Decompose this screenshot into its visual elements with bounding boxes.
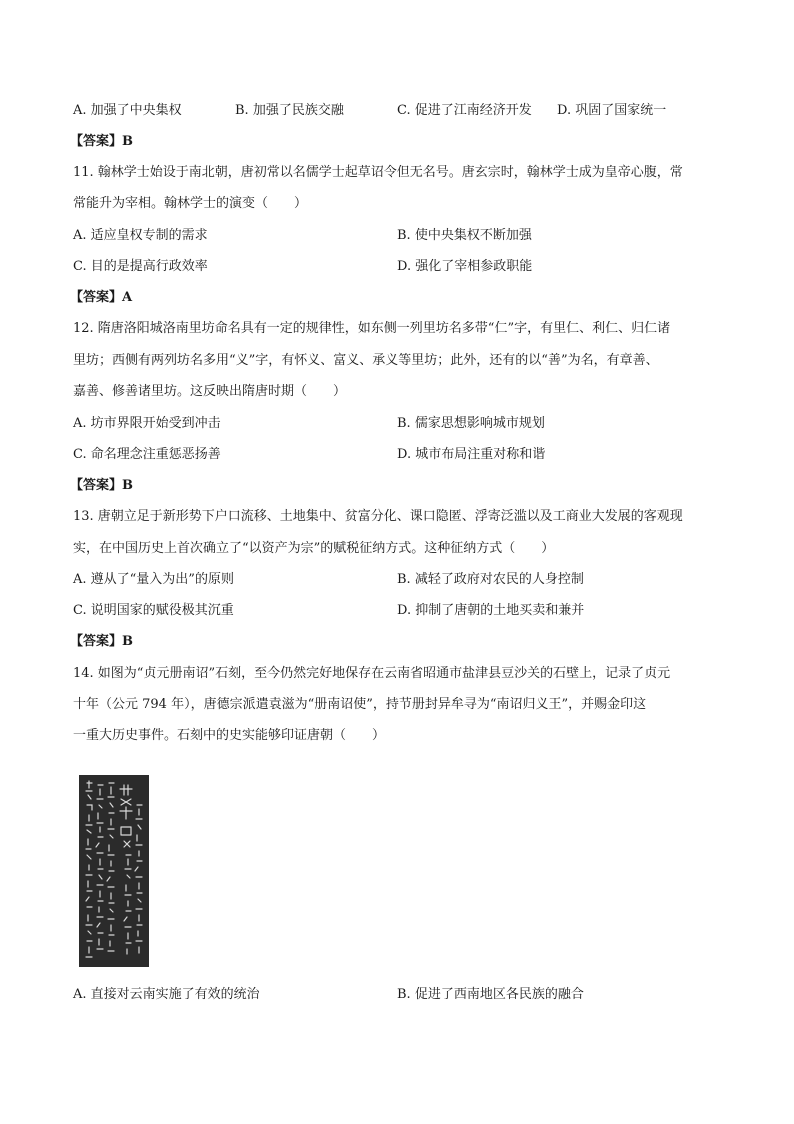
q13-answer: 【答案】B: [70, 634, 133, 649]
q10-option-c: C. 促进了江南经济开发: [397, 103, 532, 118]
q10-option-a: A. 加强了中央集权: [73, 103, 182, 118]
q11-answer: 【答案】A: [70, 290, 133, 305]
q11-option-a: A. 适应皇权专制的需求: [73, 228, 208, 243]
q11-options-row2: [73, 258, 733, 276]
q12-stem-line2: 里坊；西侧有两列坊名多用“义”字，有怀义、富义、承义等里坊；此外，还有的以“善”为名，有章善、: [73, 353, 659, 368]
q13-option-d: D. 抑制了唐朝的土地买卖和兼并: [397, 603, 585, 618]
q10-option-d: D. 巩固了国家统一: [557, 103, 667, 118]
q11-option-d: D. 强化了宰相参政职能: [397, 259, 533, 274]
q14-options-row1: [73, 986, 733, 1004]
q14-option-b: B. 促进了西南地区各民族的融合: [397, 987, 584, 1002]
q10-options: [73, 102, 733, 120]
q12-option-c: C. 命名理念注重惩恶扬善: [73, 447, 221, 462]
q13-options-row2: [73, 602, 733, 620]
inscription-rubbing-graphic: [79, 775, 149, 967]
q12-options-row1: [73, 415, 733, 433]
q11-stem-line1: 11. 翰林学士始设于南北朝，唐初常以名儒学士起草诏令但无名号。唐玄宗时，翰林学士成为皇帝心腹，常: [73, 165, 683, 180]
q12-stem-line1: 12. 隋唐洛阳城洛南里坊命名具有一定的规律性，如东侧一列里坊名多带“仁”字，有里仁、利仁、归仁诸: [73, 321, 671, 336]
q11-option-b: B. 使中央集权不断加强: [397, 228, 532, 243]
q12-option-d: D. 城市布局注重对称和谐: [397, 447, 546, 462]
q10-option-b: B. 加强了民族交融: [235, 103, 344, 118]
q11-stem-line2: 常能升为宰相。翰林学士的演变（ ）: [73, 196, 308, 211]
q13-stem-line2: 实，在中国历史上首次确立了“以资产为宗”的赋税征纳方式。这种征纳方式（ ）: [73, 541, 555, 556]
q14-stem-line2: 十年（公元 794 年），唐德宗派遣袁滋为“册南诏使”，持节册封异牟寻为“南诏归义王”，并赐金印这: [73, 697, 647, 712]
q13-option-c: C. 说明国家的赋役极其沉重: [73, 603, 234, 618]
q13-option-b: B. 减轻了政府对农民的人身控制: [397, 572, 584, 587]
q11-option-c: C. 目的是提高行政效率: [73, 259, 208, 274]
q12-stem-line3: 嘉善、修善诸里坊。这反映出隋唐时期（ ）: [73, 384, 347, 399]
q14-stem-line1: 14. 如图为“贞元册南诏”石刻，至今仍然完好地保存在云南省昭通市盐津县豆沙关的石壁上，记录了贞元: [73, 666, 671, 681]
q11-options-row1: [73, 227, 733, 245]
q13-options-row1: [73, 571, 733, 589]
q13-option-a: A. 遵从了“量入为出”的原则: [73, 572, 234, 587]
q12-options-row2: [73, 446, 733, 464]
q13-stem-line1: 13. 唐朝立足于新形势下户口流移、土地集中、贫富分化、课口隐匿、浮寄泛滥以及工商业大发展的客观现: [73, 509, 683, 524]
q14-option-a: A. 直接对云南实施了有效的统治: [73, 987, 260, 1002]
q12-option-b: B. 儒家思想影响城市规划: [397, 416, 545, 431]
stone-inscription-image: [79, 775, 149, 967]
q12-option-a: A. 坊市界限开始受到冲击: [73, 416, 221, 431]
q14-stem-line3: 一重大历史事件。石刻中的史实能够印证唐朝（ ）: [73, 728, 386, 743]
q10-answer: 【答案】B: [70, 134, 133, 149]
q12-answer: 【答案】B: [70, 478, 133, 493]
